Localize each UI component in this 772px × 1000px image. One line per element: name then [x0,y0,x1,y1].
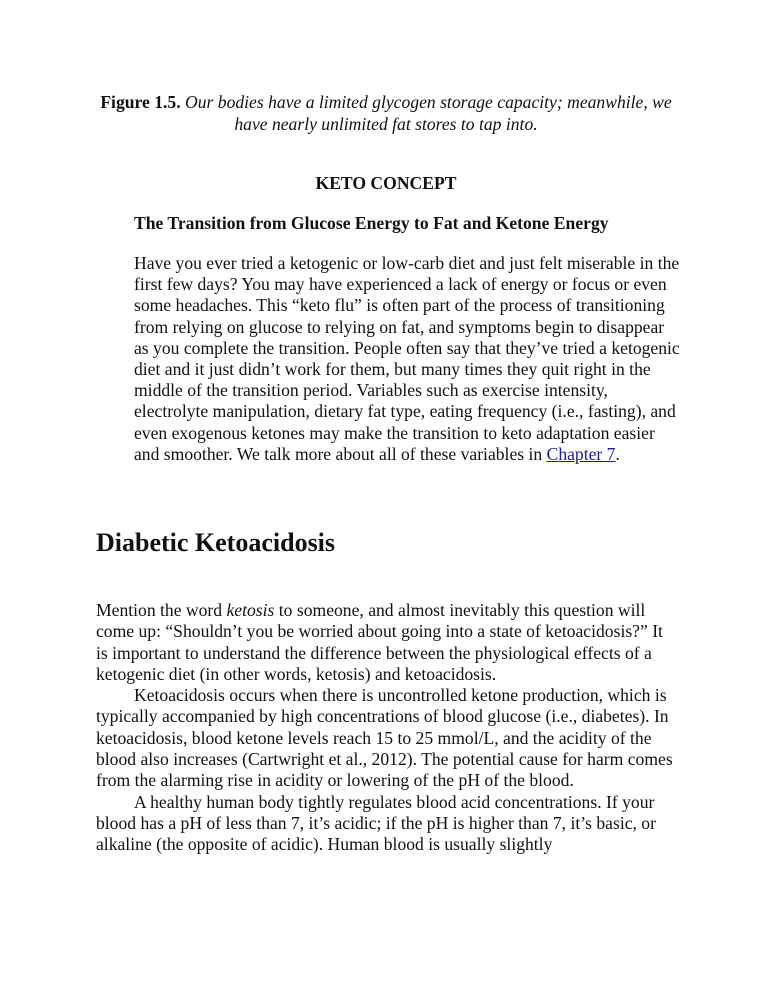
figure-caption [96,91,676,135]
main-text [96,600,676,856]
paragraph-2: Ketoacidosis occurs when there is uncontrolled ketone production, which is typically accompanied by high concentrations of blood glucose (i.e., diabetes). In ketoacidosis, blood ketone levels reach 15 to 25 mmol/L, and the acidity of the blood also increases (Cartwright et al., 2012). The potential cause for harm comes from the alarming rise in acidity or lowering of the pH of the blood. [96,685,673,791]
chapter-heading: Diabetic Ketoacidosis [96,528,336,557]
keto-concept-end: . [615,443,620,464]
figure-caption-text: Our bodies have a limited glycogen storage capacity; meanwhile, we have nearly unlimited fat stores to tap into. [185,92,672,134]
keto-concept-text: Have you ever tried a ketogenic or low-carb diet and just felt miserable in the first few days? You may have experienced a lack of energy or focus or even some headaches. This “keto flu” is often part of the process of transitioning from relying on glucose to relying on fat, and symptoms begin to disappear as you complete the transition. People often say that they’ve tried a ketogenic diet and it just didn’t work for them, but many times they quit right in the middle of the transition period. Variables such as exercise intensity, electrolyte manipulation, dietary fat type, eating frequency (i.e., fasting), and even exogenous ketones may make the transition to keto adaptation easier and smoother. We talk more about all of these variables in [134,253,680,464]
paragraph-1-italic: ketosis [226,600,275,620]
keto-concept-paragraph [134,253,680,465]
paragraph-3: A healthy human body tightly regulates blood acid concentrations. If your blood has a pH of less than 7, it’s acidic; if the pH is higher than 7, it’s basic, or alkaline (the opposite of acidic). Human blood is usually slightly [96,791,656,855]
paragraph-1-start: Mention the word [96,600,223,620]
section-heading: KETO CONCEPT [315,173,457,193]
figure-label: Figure 1.5. [100,92,181,112]
section-subheading: The Transition from Glucose Energy to Fat and Ketone Energy [134,213,609,233]
paragraph-1 [96,600,676,685]
paragraph-1-rest: to someone, and almost inevitably this question will come up: “Shouldn’t you be worried about going into a state of ketoacidosis?” It is important to understand the difference between the physiological effects of a ketogenic diet (in other words, ketosis) and ketoacidosis. [96,600,663,684]
chapter-7-link[interactable]: Chapter 7 [546,443,616,464]
